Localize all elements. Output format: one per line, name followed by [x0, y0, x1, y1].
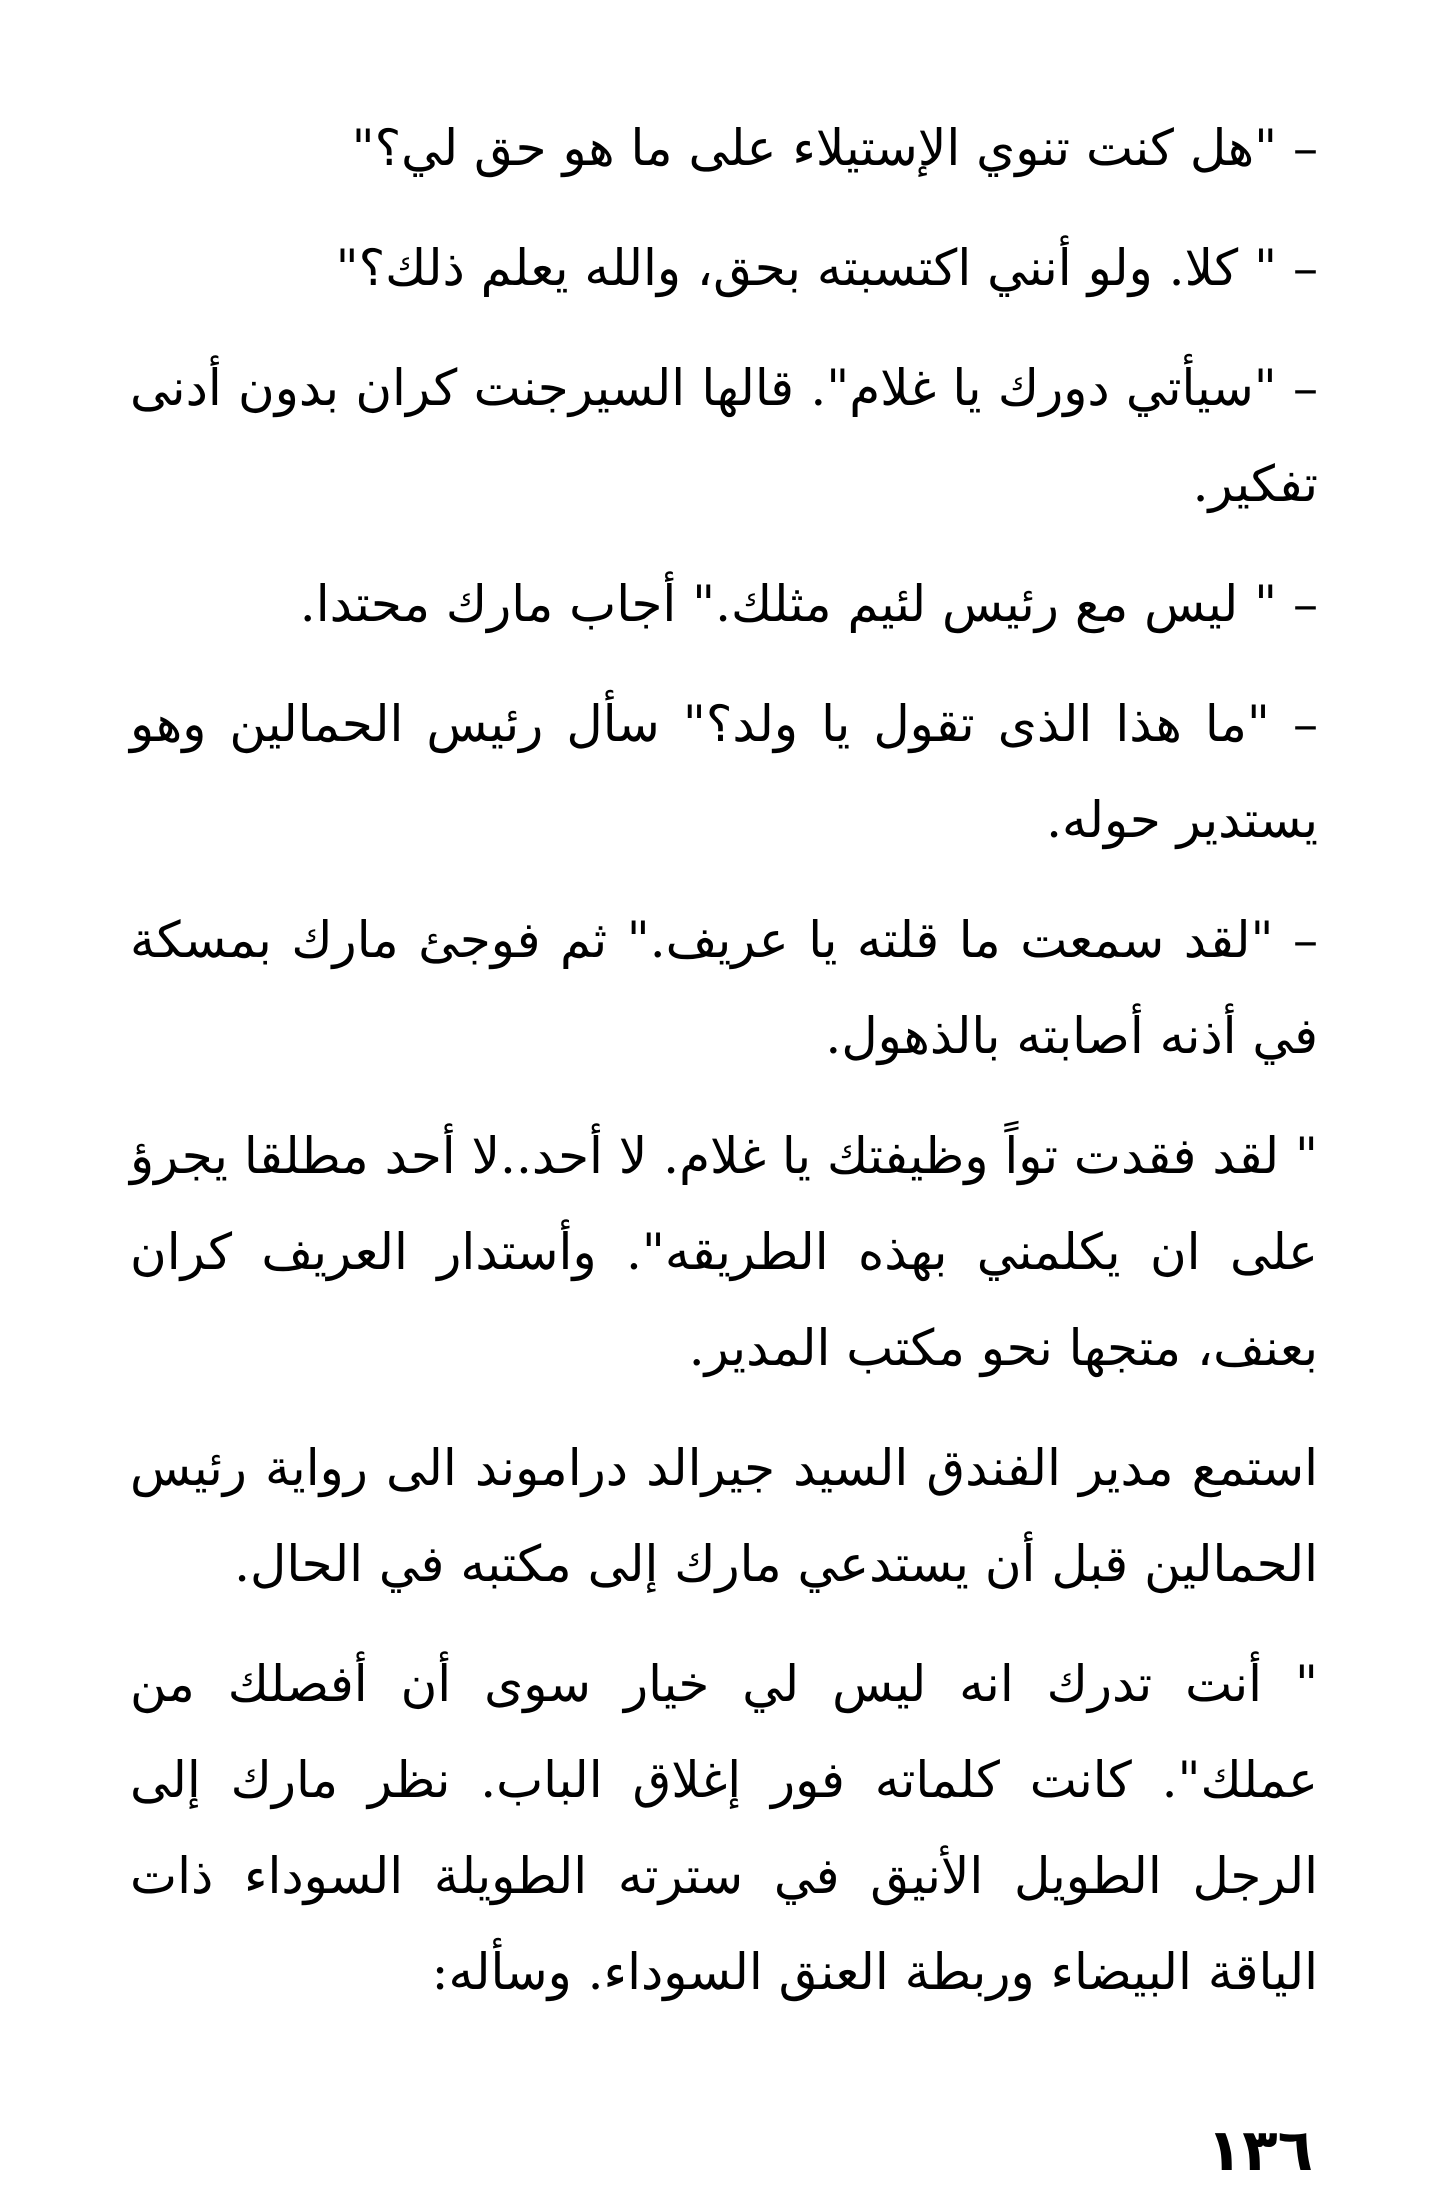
paragraph-7: " لقد فقدت تواً وظيفتك يا غلام. لا أحد..لا أحد مطلقا يجرؤ على ان يكلمني بهذه الطريقه". وأستدار العريف كران بعنف، متجها نحو مكتب المدير.: [130, 1127, 1318, 1377]
paragraph-8: استمع مدير الفندق السيد جيرالد دراموند الى رواية رئيس الحمالين قبل أن يستدعي مارك إلى مكتبه في الحال.: [130, 1439, 1318, 1593]
paragraph-9: " أنت تدرك انه ليس لي خيار سوى أن أفصلك من عملك". كانت كلماته فور إغلاق الباب. نظر مارك إلى الرجل الطويل الأنيق في سترته الطويلة السوداء ذات الياقة البيضاء وربطة العنق السوداء. وسأله:: [130, 1655, 1318, 2001]
paragraph-5: – "ما هذا الذى تقول يا ولد؟" سأل رئيس الحمالين وهو يستدير حوله.: [130, 695, 1318, 849]
paragraph-2: – " كلا. ولو أنني اكتسبته بحق، والله يعلم ذلك؟": [335, 239, 1318, 297]
page-number: ١٣٦: [1206, 2116, 1313, 2184]
body-text: [130, 100, 1318, 2044]
paragraph-1: – "هل كنت تنوي الإستيلاء على ما هو حق لي؟": [351, 119, 1318, 177]
paragraph-4: – " ليس مع رئيس لئيم مثلك." أجاب مارك محتدا.: [299, 575, 1318, 633]
paragraph-6: – "لقد سمعت ما قلته يا عريف." ثم فوجئ مارك بمسكة في أذنه أصابته بالذهول.: [130, 911, 1318, 1065]
paragraph-3: – "سيأتي دورك يا غلام". قالها السيرجنت كران بدون أدنى تفكير.: [130, 359, 1318, 513]
